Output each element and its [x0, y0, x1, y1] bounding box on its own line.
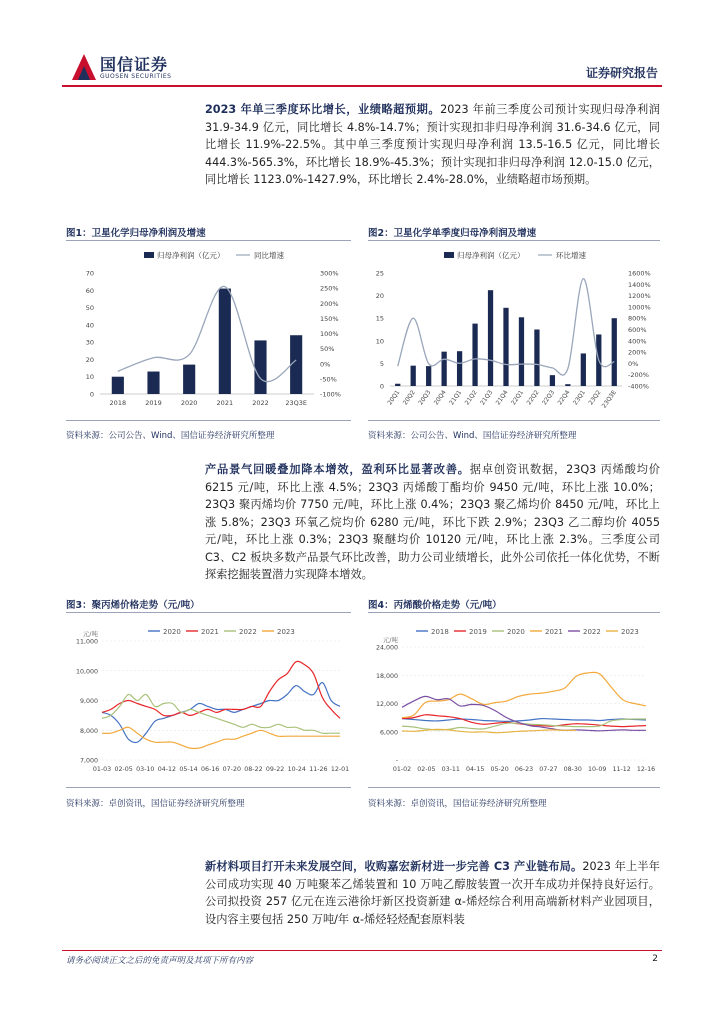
y-right-tick-label: 250%: [320, 284, 339, 293]
y-left-tick-label: 5: [379, 359, 384, 368]
legend-label-line: 环比增速: [556, 251, 586, 260]
paragraph-lead: 产品景气回暖叠加降本增效，盈利环比显著改善。: [205, 463, 470, 476]
x-tick-label: 07-20: [222, 766, 241, 773]
bar: [183, 365, 195, 394]
fig1-source: 资料来源：公司公告、Wind、国信证券经济研究所整理: [66, 431, 275, 441]
price-line: [402, 729, 576, 732]
x-tick-label: 08-30: [563, 766, 582, 773]
y-right-tick-label: 600%: [628, 326, 647, 334]
paragraph-lead: 新材料项目打开未来发展空间，收购嘉宏新材进一步完善 C3 产业链布局。: [205, 860, 583, 873]
bar: [147, 372, 159, 394]
x-tick-label: 04-15: [466, 766, 485, 773]
paragraph-body: 据卓创资讯数据，23Q3 丙烯酸均价 6215 元/吨，环比上涨 4.5%；23Q3 丙烯酸丁酯均价 9450 元/吨，环比上涨 10.0%；23Q3 聚丙烯均价 7750 元/吨，环比上涨 0.4%；23Q3 聚乙烯均价 8450 元/吨，环比上涨 5.8%；23Q3 环氧乙烷均价 6280 元/吨，环比下跌 2.9%；23Q3 乙二醇均价 4055 元/吨，环比上涨 0.3%；23Q3 聚醚均价 10120 元/吨，环比上涨 2.3%。三季度公司 C3、C2 板块多数产品景气环比改善，助力公司业绩增长，此外公司依托一体化优势，不断探索挖掘装置潜力实现降本增效。: [205, 463, 660, 581]
report-type: 证券研究报告: [585, 66, 658, 80]
y-right-tick-label: 200%: [628, 348, 647, 357]
y-left-tick-label: 10: [85, 373, 94, 382]
bar: [426, 366, 431, 386]
chart-legend: [148, 628, 295, 636]
x-tick-label: 2022: [252, 399, 269, 407]
legend-label: 2020: [507, 628, 525, 636]
y-unit-label: 元/吨: [382, 636, 398, 644]
fig2-title: 图2：卫星化学单季度归母净利润及增速: [368, 228, 537, 239]
x-tick-label: 06-23: [514, 766, 534, 773]
y-left-tick-label: 25: [375, 269, 384, 278]
x-tick-label: 2021: [216, 399, 234, 407]
x-tick-label: 03-10: [136, 766, 155, 773]
fig1-chart: [66, 243, 353, 413]
fig2-rule: [368, 240, 660, 241]
bar: [219, 289, 231, 394]
fig1-rule: [66, 240, 351, 241]
footer-disclaimer: 请务必阅读正文之后的免责声明及其项下所有内容: [66, 956, 254, 966]
bar: [503, 308, 508, 386]
x-tick-label: 22Q2: [525, 389, 541, 407]
x-tick-label: 03-11: [441, 766, 460, 773]
y-tick-label: 12,000: [375, 701, 398, 708]
x-tick-label: 2019: [145, 399, 162, 407]
chart-legend: [416, 628, 639, 636]
logo: [70, 52, 98, 82]
x-tick-label: 05-20: [490, 766, 509, 773]
x-tick-label: 12-16: [636, 766, 656, 773]
fig3-source: 资料来源：卓创资讯，国信证券经济研究所整理: [66, 799, 245, 809]
x-tick-label: 02-05: [417, 766, 436, 773]
x-tick-label: 20Q2: [401, 389, 417, 407]
x-tick-label: 20Q1: [386, 389, 402, 407]
footer-rule: [62, 950, 662, 951]
y-right-tick-label: 50%: [320, 345, 335, 354]
y-tick-label: -: [395, 757, 398, 765]
fig4-title: 图4：丙烯酸价格走势（元/吨）: [368, 600, 502, 611]
fig3-chart: [66, 615, 353, 785]
y-left-tick-label: 50: [85, 304, 94, 313]
x-tick-label: 12-01: [330, 766, 350, 773]
legend-swatch-bar: [144, 252, 154, 258]
fig4-chart: [366, 615, 662, 785]
y-tick-label: 9,000: [79, 698, 98, 705]
fig4-rule: [368, 612, 660, 613]
y-right-tick-label: -400%: [628, 382, 649, 391]
y-right-tick-label: 400%: [628, 337, 647, 346]
legend-label: 2023: [621, 628, 639, 636]
x-tick-label: 20Q3: [417, 389, 433, 407]
fig2-chart: [366, 243, 662, 413]
fig1-title: 图1：卫星化学归母净利润及增速: [66, 228, 206, 239]
legend-label: 2021: [201, 628, 219, 636]
y-left-tick-label: 10: [375, 337, 384, 346]
y-left-tick-label: 20: [85, 355, 94, 364]
x-tick-label: 21Q2: [463, 389, 479, 407]
x-tick-label: 07-27: [539, 766, 558, 773]
x-tick-label: 23Q3E: [285, 399, 307, 407]
bar: [442, 352, 447, 386]
fig2-source: 资料来源：公司公告、Wind、国信证券经济研究所整理: [368, 431, 577, 441]
x-tick-label: 08-22: [244, 766, 263, 773]
fig3-title: 图3：聚丙烯价格走势（元/吨）: [66, 600, 200, 611]
fig4-source: 资料来源：卓创资讯，国信证券经济研究所整理: [368, 799, 547, 809]
y-left-tick-label: 20: [375, 292, 384, 301]
y-right-tick-label: 100%: [320, 330, 339, 338]
x-tick-label: 06-16: [201, 766, 220, 773]
legend-label: 2019: [469, 628, 487, 636]
logo-mark-icon: [70, 52, 98, 82]
y-right-tick-label: -100%: [320, 390, 341, 399]
legend-label: 2020: [163, 628, 181, 636]
price-line: [402, 672, 646, 717]
y-left-tick-label: 0: [379, 382, 384, 391]
y-right-tick-label: 1400%: [628, 280, 651, 289]
paragraph-q3-earnings: [205, 101, 660, 189]
x-tick-label: 10-09: [588, 766, 607, 773]
growth-line: [118, 286, 296, 381]
x-tick-label: 2020: [180, 399, 198, 407]
y-right-tick-label: -50%: [320, 375, 337, 384]
paragraph-body: 2023 年前三季度公司预计实现归母净利润 31.9-34.9 亿元，同比增长 4.8%-14.7%；预计实现扣非归母净利润 31.6-34.6 亿元，同比增长 11.9%-22.5%。其中单三季度预计实现归母净利润 13.5-16.5 亿元，同比增长 444.3%-565.3%，环比增长 18.9%-45.3%；预计实现扣非归母净利润 12.0-15.0 亿元，同比增长 1123.0%-1427.9%，环比增长 2.4%-28.0%，业绩略超市场预期。: [205, 103, 660, 186]
x-tick-label: 11-26: [309, 766, 328, 773]
paragraph-body: 2023 年上半年公司成功实现 40 万吨聚苯乙烯装置和 10 万吨乙醇胺装置一次开车成功并保持良好运行。公司拟投资 257 亿元在连云港徐圩新区投资新建 α-烯烃综合利用高端新材料产业园项目，设内容主要包括 250 万吨/年 α-烯烃轻烃配套原料装: [205, 860, 660, 926]
fig1-rule-bottom: [66, 420, 351, 421]
bar: [411, 366, 416, 386]
x-tick-label: 20Q4: [432, 389, 448, 407]
y-tick-label: 10,000: [75, 668, 98, 676]
x-tick-label: 02-05: [114, 766, 133, 773]
bar: [457, 351, 462, 386]
fig2-rule-bottom: [368, 420, 660, 421]
paragraph-product-prices: [205, 461, 660, 584]
x-tick-label: 21Q3: [479, 389, 495, 407]
x-tick-label: 23Q2: [587, 389, 603, 407]
legend-label: 2018: [431, 628, 449, 636]
legend-label: 2021: [545, 628, 563, 636]
y-left-tick-label: 40: [85, 321, 94, 330]
bar: [395, 384, 400, 386]
chart-legend: [444, 250, 586, 260]
price-line: [102, 694, 340, 733]
x-tick-label: 01-03: [92, 766, 112, 773]
logo-text-cn: 国信证券: [100, 55, 169, 74]
page-number: 2: [652, 954, 658, 964]
x-tick-label: 23Q3E: [600, 389, 618, 410]
y-right-tick-label: 300%: [320, 269, 339, 278]
chart-legend: [144, 250, 284, 260]
y-left-tick-label: 70: [85, 269, 94, 278]
y-right-tick-label: -200%: [628, 371, 649, 380]
fig3-rule: [66, 612, 351, 613]
y-tick-label: 6,000: [379, 729, 398, 737]
bar: [581, 353, 586, 386]
paragraph-new-materials: [205, 858, 660, 928]
bar: [254, 340, 266, 394]
y-left-tick-label: 60: [85, 286, 94, 295]
y-tick-label: 18,000: [375, 672, 398, 680]
x-tick-label: 05-14: [179, 766, 198, 773]
legend-label: 2022: [583, 628, 601, 636]
header-rule: [62, 85, 662, 87]
y-right-tick-label: 0%: [320, 360, 331, 369]
x-tick-label: 11-12: [612, 766, 631, 773]
y-left-tick-label: 0: [89, 390, 94, 399]
x-tick-label: 22Q4: [556, 389, 572, 407]
y-tick-label: 11,000: [75, 638, 98, 646]
bar: [565, 384, 570, 386]
logo-text-en: GUOSEN SECURITIES: [100, 73, 172, 80]
paragraph-lead: 2023 年单三季度环比增长，业绩略超预期。: [205, 103, 441, 116]
legend-label-bar: 归母净利润（亿元）: [457, 251, 525, 260]
y-right-tick-label: 800%: [628, 314, 647, 323]
legend-label-line: 同比增速: [254, 251, 284, 260]
y-right-tick-label: 1000%: [628, 303, 651, 312]
bar: [112, 377, 124, 394]
y-right-tick-label: 200%: [320, 299, 339, 308]
x-tick-label: 23Q1: [571, 389, 587, 407]
y-right-tick-label: 0%: [628, 359, 639, 368]
x-tick-label: 22Q3: [541, 389, 557, 407]
y-tick-label: 8,000: [79, 727, 98, 735]
bar: [472, 324, 477, 386]
y-left-tick-label: 15: [375, 314, 384, 323]
y-tick-label: 24,000: [375, 644, 398, 652]
x-tick-label: 21Q4: [494, 389, 510, 407]
y-right-tick-label: 1200%: [628, 292, 651, 301]
y-left-tick-label: 30: [85, 338, 94, 347]
y-right-tick-label: 1600%: [628, 269, 651, 278]
bar: [534, 330, 539, 387]
fig3-rule-bottom: [66, 787, 351, 788]
x-tick-label: 21Q1: [448, 389, 464, 407]
bar: [612, 318, 617, 386]
bar: [488, 290, 493, 386]
x-tick-label: 10-24: [287, 766, 306, 773]
x-tick-label: 04-12: [157, 766, 177, 773]
y-right-tick-label: 150%: [320, 314, 339, 323]
bar: [519, 317, 524, 386]
y-unit-label: 元/吨: [82, 630, 98, 638]
x-tick-label: 2018: [109, 399, 127, 407]
x-tick-label: 09-22: [265, 766, 285, 773]
legend-swatch-bar: [444, 252, 454, 258]
y-tick-label: 7,000: [79, 757, 98, 765]
x-tick-label: 01-02: [392, 766, 412, 773]
bar: [550, 375, 555, 386]
x-tick-label: 22Q1: [510, 389, 526, 407]
legend-label-bar: 归母净利润（亿元）: [157, 251, 225, 260]
fig4-rule-bottom: [368, 787, 660, 788]
legend-label: 2023: [277, 628, 295, 636]
legend-label: 2022: [239, 628, 257, 636]
